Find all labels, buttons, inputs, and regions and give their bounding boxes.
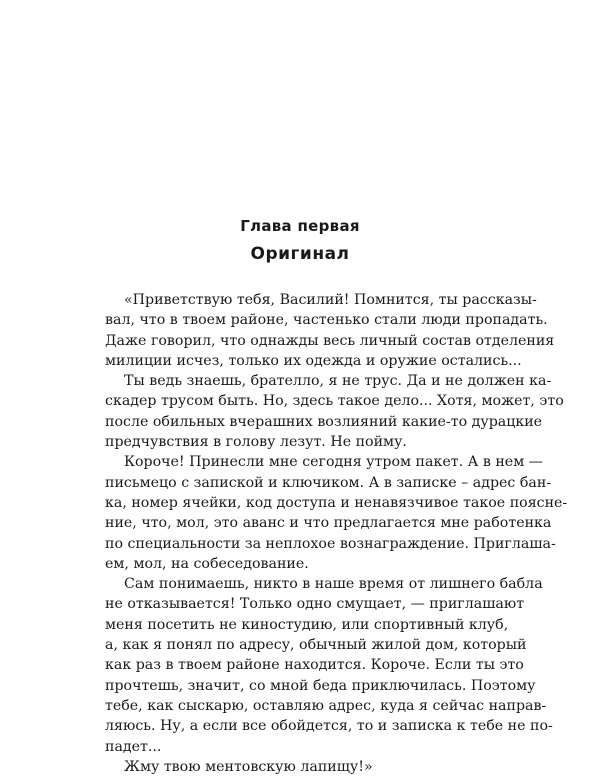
- paragraph: [105, 452, 568, 574]
- text-line: меня посетить не киностудию, или спортивный клуб,: [105, 616, 509, 633]
- paragraph: [105, 757, 496, 777]
- paragraph: [105, 574, 553, 757]
- text-line: ем, мол, на собеседование.: [105, 555, 309, 572]
- text-line: как раз в твоем районе находится. Короче. Если ты это: [105, 657, 524, 674]
- chapter-title: Оригинал: [250, 244, 350, 264]
- text-line: письмецо с запиской и ключиком. А в записке – адрес бан-: [105, 474, 552, 491]
- text-line: Даже говорил, что однажды весь личный состав отделения: [105, 332, 555, 349]
- text-line: предчувствия в голову лезут. Не пойму.: [105, 434, 407, 451]
- text-line: Ты ведь знаешь, брателло, я не трус. Да и не должен ка-: [124, 373, 552, 390]
- text-line: по специальности за неплохое вознаграждение. Приглаша-: [105, 535, 556, 552]
- text-line: ние, что, мол, это аванс и что предлагается мне работенка: [105, 515, 552, 532]
- paragraph: [105, 371, 564, 452]
- text-line: не отказывается! Только одно смущает, — приглашают: [105, 596, 525, 613]
- text-line: прочтешь, значит, со мной беда приключилась. Поэтому: [105, 677, 536, 694]
- text-line: тебе, как сыскарю, оставляю адрес, куда я сейчас направ-: [105, 697, 547, 714]
- text-line: вал, что в твоем районе, частенько стали люди пропадать.: [105, 312, 548, 329]
- text-line: милиции исчез, только их одежда и оружие остались...: [105, 352, 522, 369]
- body-text: [105, 290, 568, 777]
- text-line: Жму твою ментовскую лапищу!»: [124, 758, 373, 775]
- text-line: падет...: [105, 738, 162, 755]
- text-line: Короче! Принесли мне сегодня утром пакет. А в нем —: [124, 454, 543, 471]
- text-line: после обильных вчерашних возлияний какие-то дурацкие: [105, 413, 543, 430]
- text-line: скадер трусом быть. Но, здесь такое дело... Хотя, может, это: [105, 393, 564, 410]
- text-line: Сам понимаешь, никто в наше время от лишнего бабла: [124, 576, 543, 593]
- text-line: а, как я понял по адресу, обычный жилой дом, который: [105, 637, 527, 654]
- text-line: «Приветствую тебя, Василий! Помнится, ты рассказы-: [124, 292, 537, 308]
- chapter-label: Глава первая: [240, 217, 360, 235]
- text-line: ка, номер ячейки, код доступа и ненавязчивое такое поясне-: [105, 494, 568, 511]
- paragraph: [105, 290, 555, 371]
- text-line: ляюсь. Ну, а если все обойдется, то и записка к тебе не по-: [105, 718, 553, 735]
